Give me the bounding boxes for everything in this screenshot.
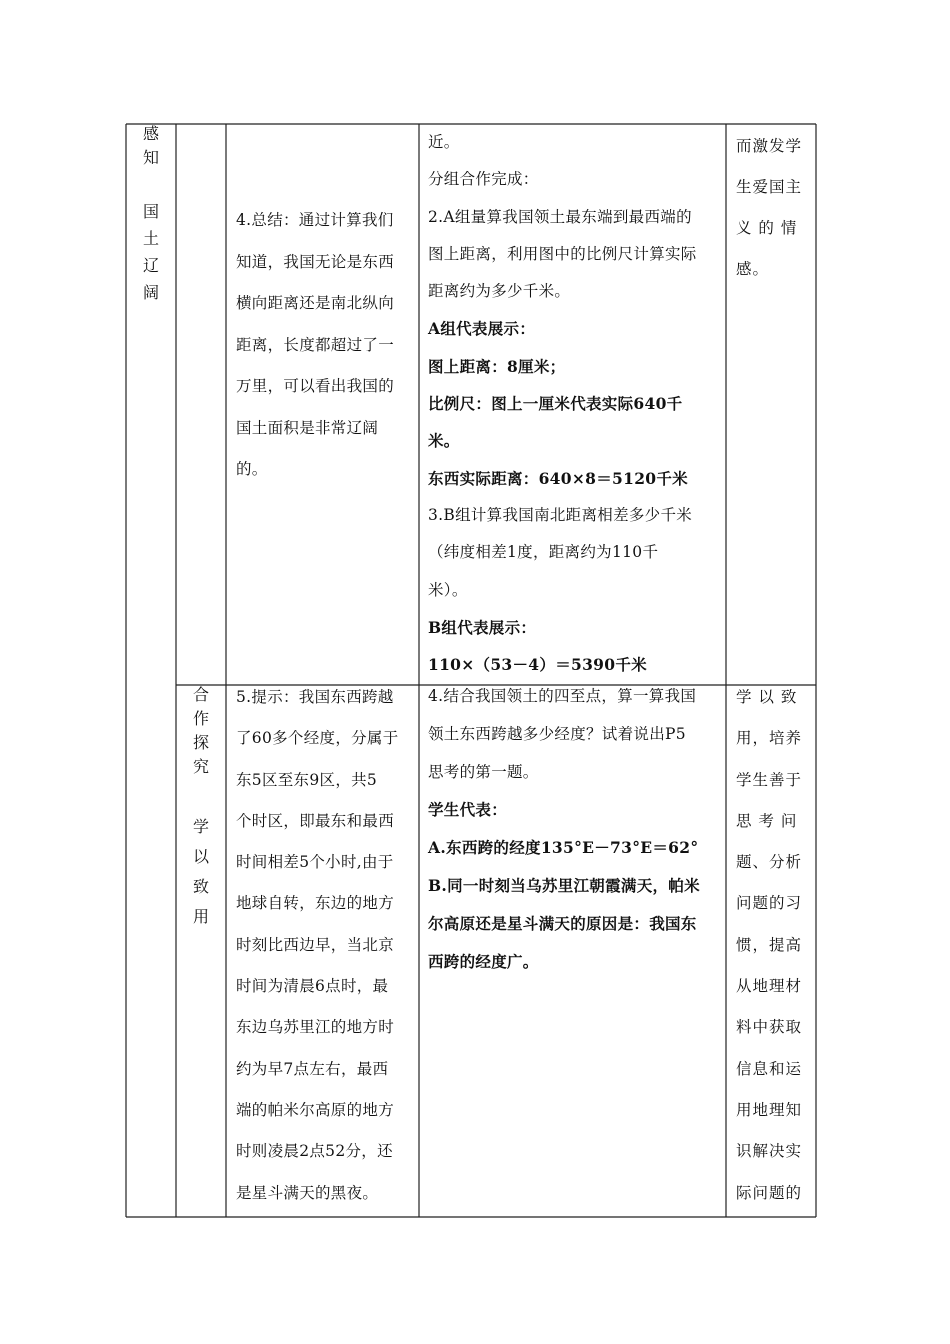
student-activity-text: 近。 分组合作完成： 2.A组量算我国领土最东端到最西端的 图上距离，利用图中的比例尺计算实际 距离约为多少千米。 A组代表展示： 图上距离：8厘米； 比例尺：图上一厘米代表实际640千 米。 东西实际距离：640×8＝5120千米 3.B组计算我国南北距离相差多少千米 （纬度相差1度，距离约为110千 米）。 B组代表展示： 110×（53－4）＝5390千米 — [428, 133, 697, 675]
stage-label-territory: 国 土 辽 阔 — [142, 202, 159, 302]
design-intent-text-2: 学 以 致 用，培养 学生善于 思 考 问 题、分析 问题的习 惯，提高 从地理材 料中获取 信息和运 用地理知 识解决实 际问题的 — [736, 688, 803, 1202]
student-task-text: 4.结合我国领土的四至点，算一算我国 领土东西跨越多少经度？试着说出P5 思考的第一题。 学生代表： A.东西跨的经度135°E－73°E＝62° B.同一时刻当乌苏里江朝霞满天，帕米 尔高原还是星斗满天的原因是：我国东 西跨的经度广。 — [428, 687, 700, 971]
stage-label-cooperate: 合 作 探 究 — [192, 685, 209, 776]
teacher-hint-text: 5.提示：我国东西跨越 了60多个经度，分属于 东5区至东9区，共5 个时区，即最东和最西 时间相差5个小时,由于 地球自转，东边的地方 时刻比西边早，当北京 时间为清晨6点时，最 东边乌苏里江的地方时 约为早7点左右，最西 端的帕米尔高原的地方 时则凌晨2点52分，还 是星斗满天的黑夜。 — [236, 688, 399, 1202]
stage-label-apply: 学 以 致 用 — [192, 817, 209, 926]
teacher-summary-text: 4.总结：通过计算我们 知道，我国无论是东西 横向距离还是南北纵向 距离，长度都超过了一 万里，可以看出我国的 国土面积是非常辽阔 的。 — [236, 211, 395, 478]
stage-label-perceive: 感 知 — [142, 124, 159, 167]
design-intent-text: 而激发学 生爱国主 义 的 情 感。 — [736, 137, 803, 278]
